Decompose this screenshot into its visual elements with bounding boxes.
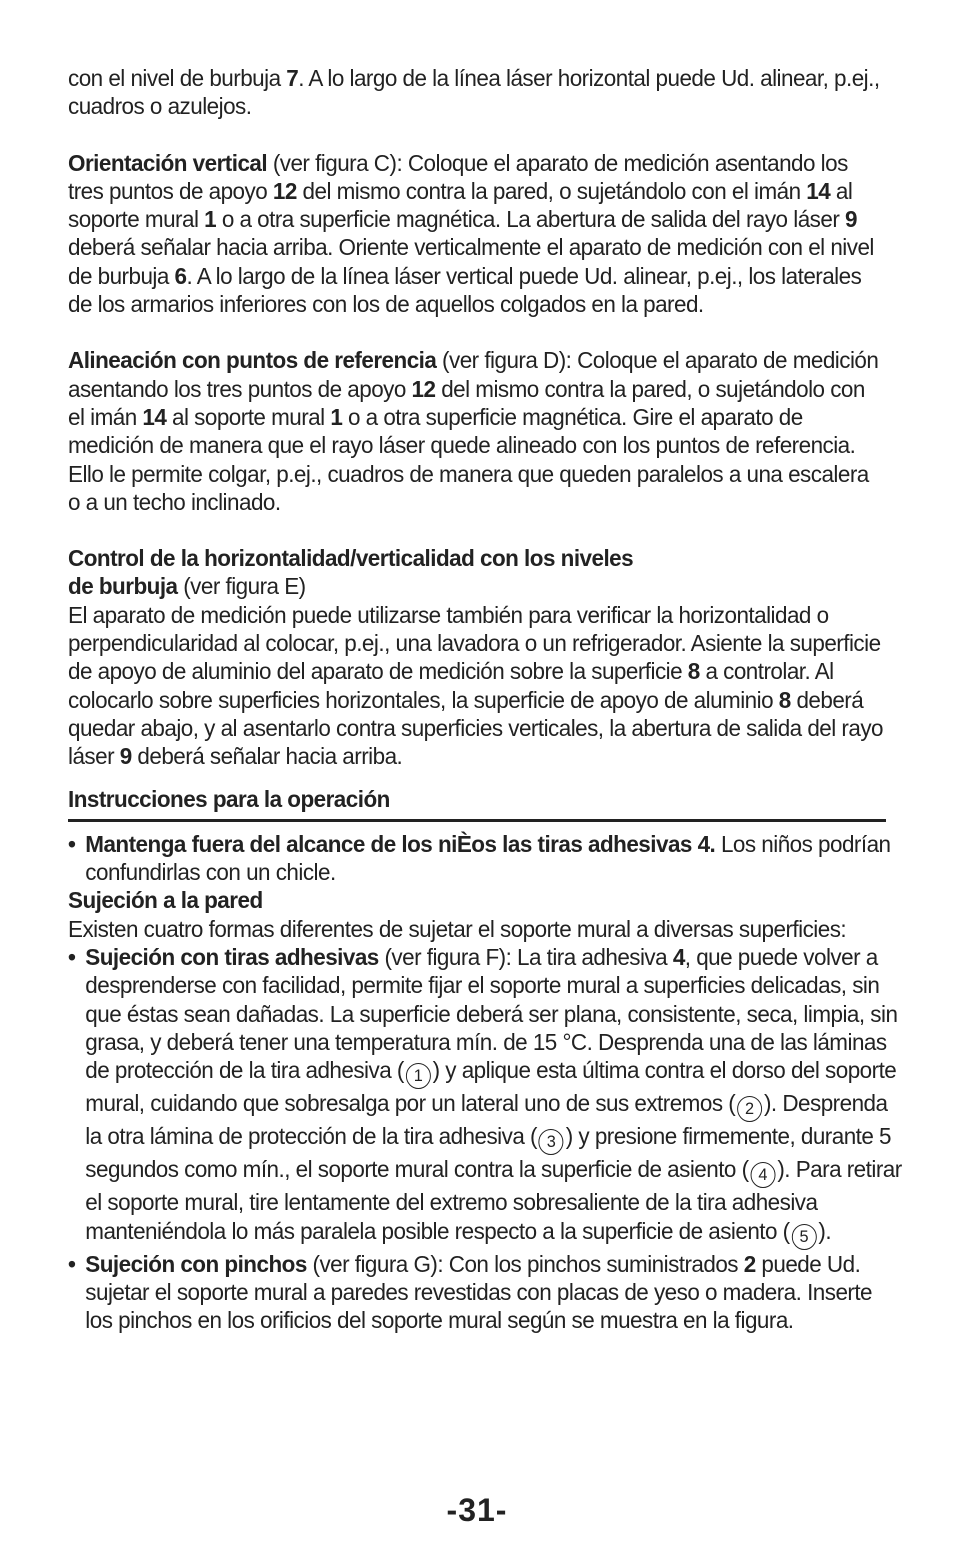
paragraph-reference-alignment: Alineación con puntos de referencia (ver figura D): Coloque el aparato de medición asentando los tres puntos de apoyo 12 del mismo contra la pared, o sujetándolo con el imán 14 al soporte mural 1 o a otra superficie magnética. Gire el aparato de medición de manera que el rayo láser quede alineado con los puntos de referencia. Ello le permite colgar, p.ej., cuadros de manera que queden paralelos a una escalera o a un techo inclinado. [68,347,879,515]
ref-number: 7 [286,65,299,91]
ref-number: 14 [806,177,831,204]
ref-number: 12 [272,177,297,204]
ref-number: 8 [778,686,791,713]
bullet-dot: • [68,944,76,971]
ref-number: 9 [119,743,132,770]
ref-number: 14 [142,403,167,430]
paragraph-vertical-orientation: Orientación vertical (ver figura C): Coloque el aparato de medición asentando los tres puntos de apoyo 12 del mismo contra la pared, o sujetándolo con el imán 14 al soporte mural 1 o a otra superficie magnética. La abertura de salida del rayo láser 9 deberá señalar hacia arriba. Oriente verticalmente el aparato de medición con el nivel de burbuja 6. A lo largo de la línea láser vertical puede Ud. alinear, p.ej., los laterales de los armarios inferiores con los de aquellos colgados en la pared. [68,149,874,318]
section-heading: Instrucciones para la operación [68,785,390,812]
paragraph-title: Alineación con puntos de referencia [68,347,437,374]
ref-number: 12 [411,375,436,402]
warning-text: Mantenga fuera del alcance de los niÈos las tiras adhesivas 4. [85,830,716,857]
paragraph-title-cont: de burbuja [68,573,178,600]
ref-number: 4 [672,944,685,971]
step-circle-4: 4 [750,1162,775,1188]
bullet-title: Sujeción con tiras adhesivas [85,944,379,971]
ref-number: 2 [743,1250,756,1277]
step-circle-5: 5 [792,1224,817,1250]
bullet-dot: • [68,1250,76,1277]
step-circle-2: 2 [737,1096,762,1122]
manual-page [68,64,902,1334]
paragraph-level-check-title: Control de la horizontalidad/verticalidad con los niveles de burbuja (ver figura E) [68,545,634,600]
paragraph-level-check: El aparato de medición puede utilizarse también para verificar la horizontalidad o perpendicularidad al colocar, p.ej., una lavadora o un refrigerador. Asiente la superficie de apoyo de aluminio del aparato de medición sobre la superficie 8 a controlar. Al colocarlo sobre superficies horizontales, la superficie de apoyo de aluminio 8 deberá quedar abajo, y al asentarlo contra superficies verticales, la abertura de salida del rayo láser 9 deberá señalar hacia arriba. [68,601,883,770]
paragraph-horizontal-end: con el nivel de burbuja 7. A lo largo de la línea láser horizontal puede Ud. alinear, p.ej., cuadros o azulejos. [68,65,880,120]
ref-number: 8 [687,658,700,685]
section-divider [68,819,886,822]
ref-number: 9 [844,206,857,233]
bullet-warning: • Mantenga fuera del alcance de los niÈos las tiras adhesivas 4. Los niños podrían confundirlas con un chicle. [68,830,891,886]
ref-number: 6 [174,262,187,289]
bullet-pins: • Sujeción con pinchos (ver figura G): Con los pinchos suministrados 2 puede Ud. sujetar el soporte mural a paredes revestidas con placas de yeso o madera. Inserte los pinchos en los orificios del soporte mural según se muestra en la figura. [68,1250,873,1334]
step-circle-1: 1 [406,1063,431,1089]
step-circle-3: 3 [539,1129,564,1155]
bullet-adhesive-strips: • Sujeción con tiras adhesivas (ver figura F): La tira adhesiva 4, que puede volver a desprenderse con facilidad, permite fijar el soporte mural a superficies delicadas, sin que éstas sean dañadas. La superficie deberá ser plana, consistente, seca, limpia, sin grasa, y deberá tener una temperatura mín. de 15 °C. Desprenda una de las láminas de protección de la tira adhesiva ( 1 ) y aplique esta última contra el dorso del soporte mural, cuidando que sobresalga por un lateral uno de sus extremos ( 2 ). Desprenda la otra lámina de protección de la tira adhesiva ( 3 ) y presione firmemente, durante 5 segundos como mín., el soporte mural contra la superficie de asiento ( 4 ). Para retirar el soporte mural, tire lentamente del extremo sobresaliente de la tira adhesiva manteniéndola lo más paralela posible respecto a la superficie de asiento ( 5 ). [68,943,903,1249]
page-number: -31- [446,1492,508,1528]
bullet-title: Sujeción con pinchos [85,1250,307,1277]
wall-mount-heading: Sujeción a la pared [68,887,263,914]
ref-number: 1 [330,403,343,430]
paragraph-title: Orientación vertical [68,149,268,176]
paragraph-title: Control de la horizontalidad/verticalidad con los niveles [68,545,634,572]
bullet-dot: • [68,830,76,857]
ref-number: 1 [204,206,217,233]
wall-mount-intro: Existen cuatro formas diferentes de sujetar el soporte mural a diversas superficies: [68,915,847,942]
